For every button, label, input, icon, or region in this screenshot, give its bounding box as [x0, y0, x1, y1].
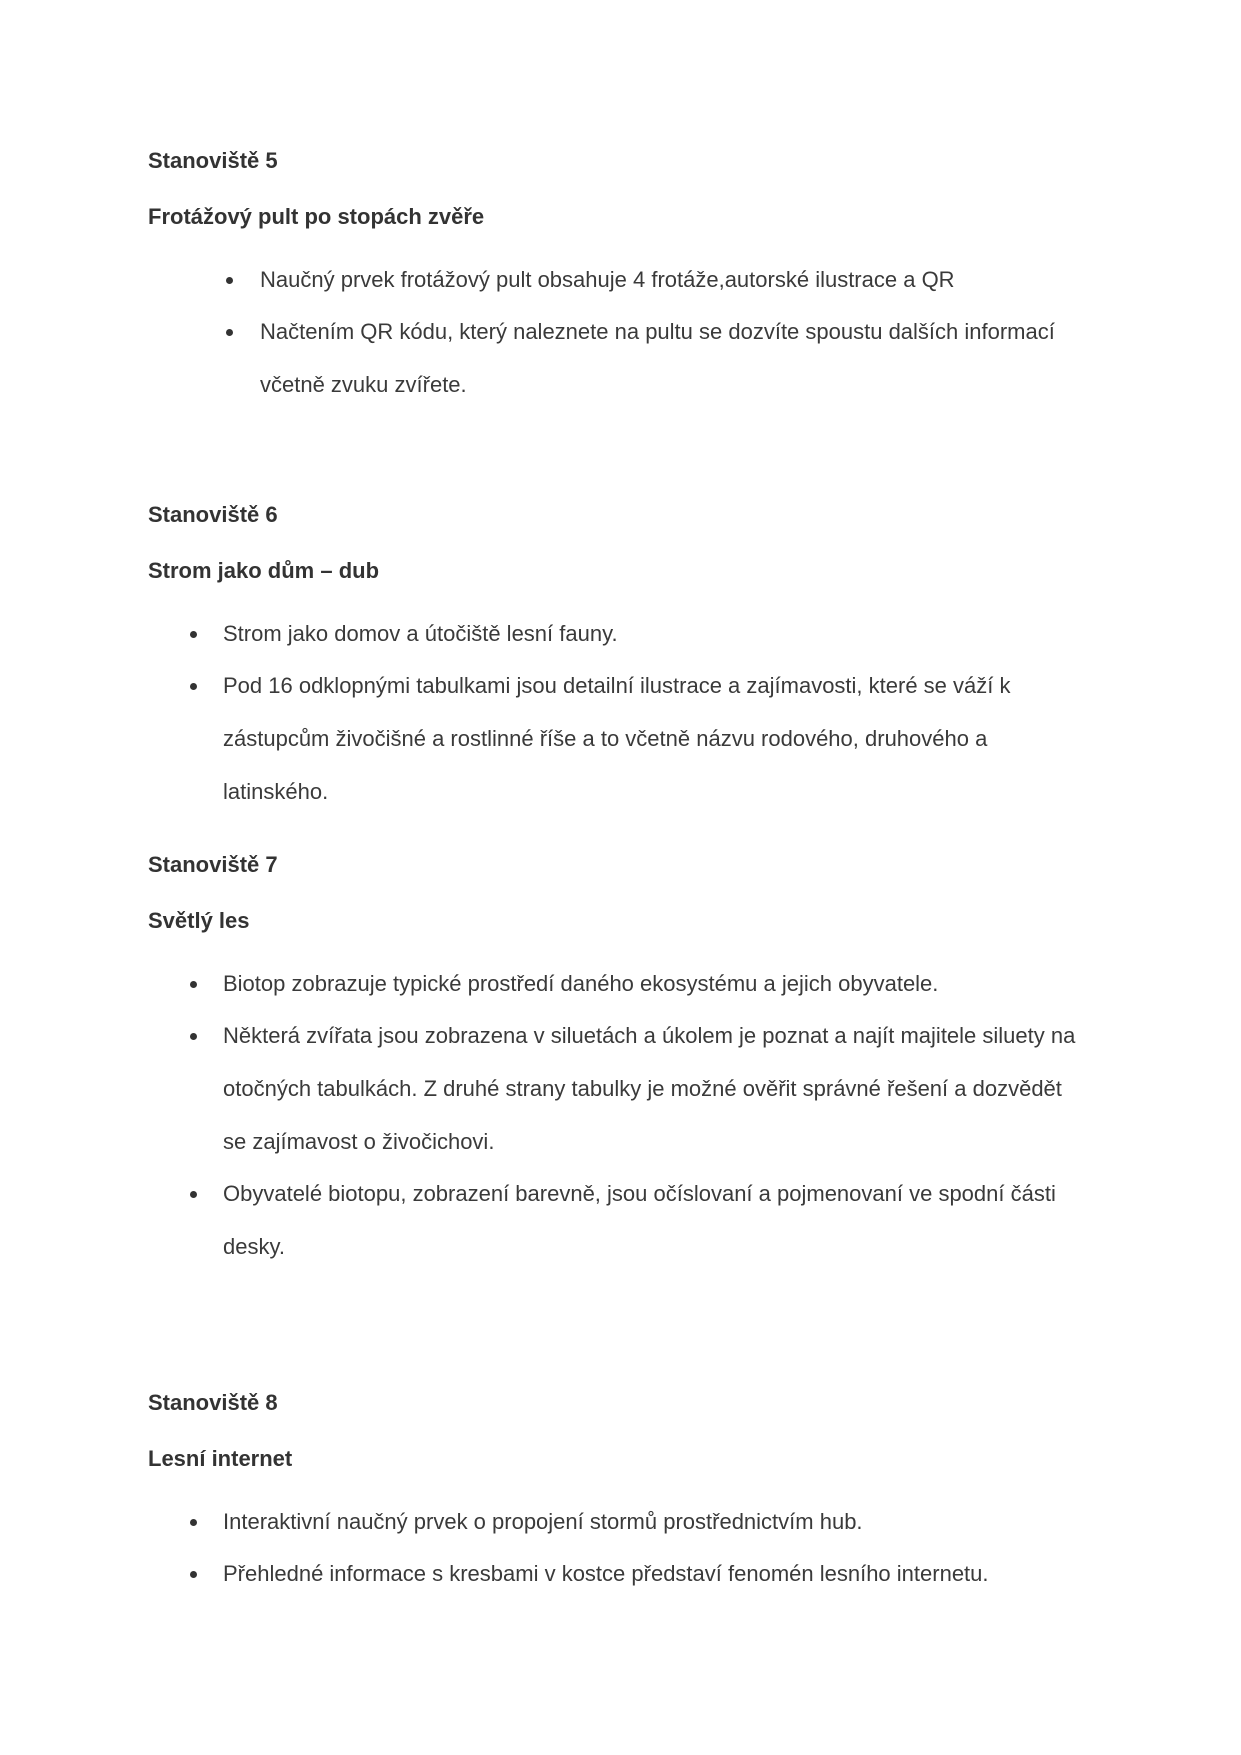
- bullet-dot-icon: [190, 631, 197, 638]
- list-item: [148, 957, 1088, 1010]
- list-item-text: Interaktivní naučný prvek o propojení stormů prostřednictvím hub.: [223, 1509, 863, 1534]
- bullet-list: [148, 253, 1088, 411]
- list-item-text: Některá zvířata jsou zobrazena v siluetách a úkolem je poznat a najít majitele siluety na otočných tabulkách. Z druhé strany tabulky je možné ověřit správné řešení a dozvědět se zajímavost o živočichovi.: [223, 1023, 1076, 1154]
- section-station-8: [148, 1388, 1088, 1600]
- bullet-dot-icon: [190, 1571, 197, 1578]
- list-item: [148, 1495, 1088, 1548]
- station-heading: Stanoviště 7: [148, 852, 278, 877]
- section-station-7: [148, 850, 1088, 1273]
- list-item: [148, 1167, 1088, 1273]
- list-item-text: Naučný prvek frotážový pult obsahuje 4 frotáže,autorské ilustrace a QR: [260, 267, 955, 292]
- list-item-text: Obyvatelé biotopu, zobrazení barevně, jsou očíslovaní a pojmenovaní ve spodní části desky.: [223, 1181, 1056, 1259]
- bullet-list: [148, 607, 1088, 818]
- list-item-text: Přehledné informace s kresbami v kostce představí fenomén lesního internetu.: [223, 1561, 989, 1586]
- list-item-text: Pod 16 odklopnými tabulkami jsou detailní ilustrace a zajímavosti, které se váží k zástupcům živočišné a rostlinné říše a to včetně názvu rodového, druhového a latinského.: [223, 673, 1011, 804]
- list-item-text: Biotop zobrazuje typické prostředí daného ekosystému a jejich obyvatele.: [223, 971, 939, 996]
- list-item: [148, 1547, 1088, 1600]
- list-item: [148, 253, 1088, 306]
- bullet-list: [148, 1495, 1088, 1600]
- section-station-5: [148, 146, 1088, 411]
- bullet-list: [148, 957, 1088, 1273]
- list-item: [148, 607, 1088, 660]
- bullet-dot-icon: [190, 683, 197, 690]
- station-heading: Stanoviště 6: [148, 502, 278, 527]
- section-station-6: [148, 500, 1088, 818]
- bullet-dot-icon: [226, 277, 233, 284]
- list-item: [148, 1009, 1088, 1168]
- section-title: Světlý les: [148, 908, 250, 933]
- bullet-dot-icon: [190, 1191, 197, 1198]
- bullet-dot-icon: [190, 1033, 197, 1040]
- section-title: Strom jako dům – dub: [148, 558, 380, 583]
- station-heading: Stanoviště 8: [148, 1390, 278, 1415]
- section-title: Lesní internet: [148, 1446, 293, 1471]
- list-item-text: Načtením QR kódu, který naleznete na pultu se dozvíte spoustu dalších informací včetně zvuku zvířete.: [260, 319, 1055, 397]
- bullet-dot-icon: [226, 329, 233, 336]
- bullet-dot-icon: [190, 1519, 197, 1526]
- list-item: [148, 659, 1088, 818]
- list-item: [148, 305, 1088, 411]
- bullet-dot-icon: [190, 981, 197, 988]
- station-heading: Stanoviště 5: [148, 148, 278, 173]
- section-title: Frotážový pult po stopách zvěře: [148, 204, 485, 229]
- list-item-text: Strom jako domov a útočiště lesní fauny.: [223, 621, 618, 646]
